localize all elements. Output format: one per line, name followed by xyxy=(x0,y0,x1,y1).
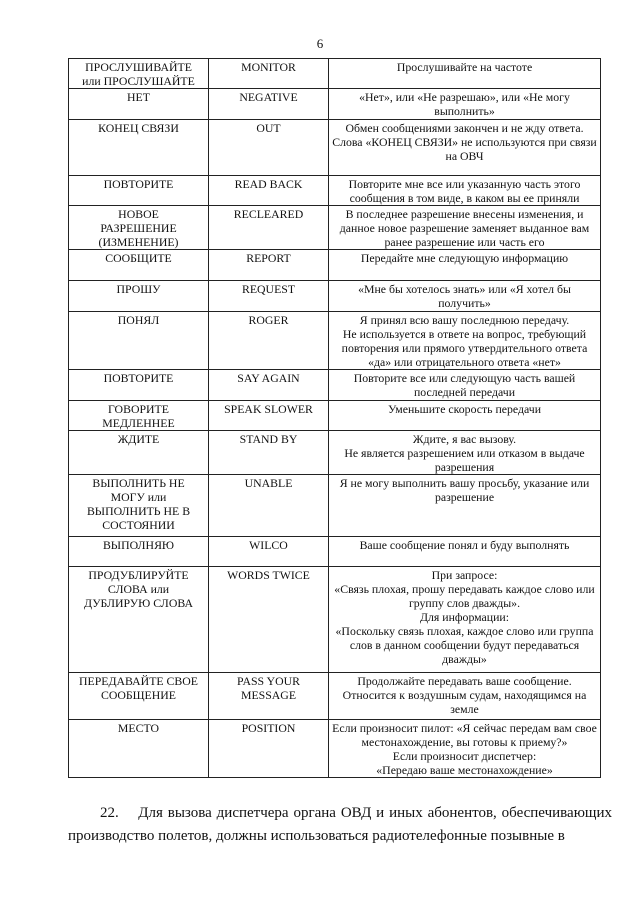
meaning-cell xyxy=(329,720,601,778)
phrase-en-cell xyxy=(209,120,329,176)
phrase-en-line: POSITION xyxy=(241,721,296,735)
phrase-ru-line: СЛОВА или xyxy=(107,582,170,596)
phrase-ru-line: ДУБЛИРУЮ СЛОВА xyxy=(84,596,193,610)
radiotelephony-phrases-table xyxy=(68,58,601,778)
phrase-ru-line: МЕСТО xyxy=(117,721,160,735)
phrase-ru-line: НОВОЕ xyxy=(118,207,159,221)
phrase-ru-cell xyxy=(69,312,209,370)
page-number: 6 xyxy=(316,36,324,51)
phrase-en-cell xyxy=(209,673,329,720)
phrase-ru-cell xyxy=(69,250,209,281)
phrase-en-line: READ BACK xyxy=(234,177,303,191)
meaning-cell xyxy=(329,673,601,720)
table-row xyxy=(69,120,601,176)
table-row xyxy=(69,312,601,370)
meaning-line: Передайте мне следующую информацию xyxy=(360,251,569,265)
phrase-en-cell xyxy=(209,401,329,431)
phrase-ru-cell xyxy=(69,720,209,778)
phrase-en-cell xyxy=(209,59,329,89)
phrase-ru-line: ПОВТОРИТЕ xyxy=(103,371,174,385)
phrase-ru-line: ВЫПОЛНЯЮ xyxy=(102,538,175,552)
meaning-line: Я не могу выполнить вашу просьбу, указание или разрешение xyxy=(339,476,590,504)
meaning-line: Прослушивайте на частоте xyxy=(396,60,533,74)
phrase-en-cell xyxy=(209,176,329,206)
phrase-ru-line: (ИЗМЕНЕНИЕ) xyxy=(98,235,179,249)
phrase-en-line: SAY AGAIN xyxy=(237,371,300,385)
meaning-cell xyxy=(329,206,601,250)
phrase-en-line: STAND BY xyxy=(239,432,298,446)
meaning-line: «Передаю ваше местонахождение» xyxy=(376,763,553,777)
table-row xyxy=(69,720,601,778)
phrase-en-line: MONITOR xyxy=(241,60,296,74)
meaning-line: В последнее разрешение внесены изменения, и данное новое разрешение заменяет выданное вам ранее разрешение или часть его xyxy=(339,207,590,249)
meaning-cell xyxy=(329,59,601,89)
phrase-ru-line: НЕТ xyxy=(127,90,150,104)
phrase-ru-line: ПОНЯЛ xyxy=(117,313,160,327)
meaning-line: Не является разрешением или отказом в выдаче разрешения xyxy=(344,446,585,474)
meaning-line: «Связь плохая, прошу передавать каждое слово или группу слов дважды». xyxy=(334,582,595,610)
phrase-en-line: RECLEARED xyxy=(233,207,304,221)
meaning-cell xyxy=(329,567,601,673)
phrase-en-cell xyxy=(209,567,329,673)
phrase-ru-line: МОГУ или xyxy=(110,490,167,504)
meaning-cell xyxy=(329,120,601,176)
meaning-cell xyxy=(329,176,601,206)
paragraph-text: Для вызова диспетчера органа ОВД и иных абонентов, обеспечивающих производство полетов, должны использоваться радиотелефонные позывные в xyxy=(68,805,612,844)
phrase-ru-cell xyxy=(69,206,209,250)
phrase-en-cell xyxy=(209,720,329,778)
meaning-cell xyxy=(329,401,601,431)
phrase-en-line: WORDS TWICE xyxy=(227,568,310,582)
phrase-ru-line: ВЫПОЛНИТЬ НЕ xyxy=(92,476,185,490)
meaning-cell xyxy=(329,250,601,281)
meaning-line: При запросе: xyxy=(431,568,498,582)
phrase-ru-line: ПОВТОРИТЕ xyxy=(103,177,174,191)
phrase-ru-line: СООБЩИТЕ xyxy=(105,251,172,265)
phrase-en-cell xyxy=(209,312,329,370)
phrase-en-cell xyxy=(209,537,329,567)
phrase-ru-line: СОСТОЯНИИ xyxy=(102,518,175,532)
phrase-ru-line: ПРОДУБЛИРУЙТЕ xyxy=(88,568,189,582)
phrase-en-line: WILCO xyxy=(249,538,288,552)
phrase-ru-cell xyxy=(69,120,209,176)
table-row xyxy=(69,206,601,250)
meaning-line: Повторите мне все или указанную часть этого сообщения в том виде, в каком вы ее приняли xyxy=(348,177,581,205)
meaning-cell xyxy=(329,312,601,370)
phrase-ru-cell xyxy=(69,59,209,89)
table-row xyxy=(69,59,601,89)
meaning-line: Не используется в ответе на вопрос, требующий повторения или прямого утвердительного ответа «да» или отрицательного ответа «нет» xyxy=(341,327,588,369)
meaning-cell xyxy=(329,89,601,120)
meaning-line: Повторите все или следующую часть вашей последней передачи xyxy=(353,371,576,399)
phrase-en-line: ROGER xyxy=(248,313,289,327)
phrase-ru-cell xyxy=(69,89,209,120)
phrase-en-cell xyxy=(209,281,329,312)
phrase-en-cell xyxy=(209,206,329,250)
table-row xyxy=(69,567,601,673)
phrase-ru-cell xyxy=(69,673,209,720)
meaning-cell xyxy=(329,475,601,537)
meaning-line: «Поскольку связь плохая, каждое слово или группа слов в данном сообщении будут передаваться дважды» xyxy=(335,624,594,666)
table-row xyxy=(69,281,601,312)
phrase-en-cell xyxy=(209,89,329,120)
phrase-en-line: UNABLE xyxy=(244,476,293,490)
meaning-line: Если произносит пилот: «Я сейчас передам вам свое местонахождение, вы готовы к приему?» xyxy=(332,721,597,749)
meaning-line: Относится к воздушным судам, находящимся на земле xyxy=(342,688,587,716)
phrase-en-line: NEGATIVE xyxy=(239,90,298,104)
phrase-ru-line: или ПРОСЛУШАЙТЕ xyxy=(82,74,195,88)
meaning-line: Для информации: xyxy=(419,610,510,624)
meaning-line: Ждите, я вас вызову. xyxy=(412,432,517,446)
table-row xyxy=(69,176,601,206)
phrase-ru-cell xyxy=(69,281,209,312)
table-row xyxy=(69,431,601,475)
phrase-ru-line: ПРОСЛУШИВАЙТЕ xyxy=(85,60,192,74)
phrase-en-cell xyxy=(209,431,329,475)
phrase-ru-line: РАЗРЕШЕНИЕ xyxy=(100,221,177,235)
phrase-en-line: SPEAK SLOWER xyxy=(224,402,313,416)
meaning-line: Продолжайте передавать ваше сообщение. xyxy=(357,674,572,688)
paragraph-number: 22. xyxy=(100,805,119,821)
phrase-ru-line: ВЫПОЛНИТЬ НЕ В xyxy=(86,504,191,518)
table-row xyxy=(69,250,601,281)
table-row xyxy=(69,370,601,401)
meaning-line: «Нет», или «Не разрешаю», или «Не могу выполнить» xyxy=(359,90,570,118)
phrase-ru-line: ЖДИТЕ xyxy=(117,432,160,446)
meaning-cell xyxy=(329,537,601,567)
phrase-ru-cell xyxy=(69,401,209,431)
phrase-ru-cell xyxy=(69,537,209,567)
phrase-ru-cell xyxy=(69,431,209,475)
meaning-line: Слова «КОНЕЦ СВЯЗИ» не используются при связи на ОВЧ xyxy=(332,135,597,163)
phrase-ru-line: СООБЩЕНИЕ xyxy=(100,688,177,702)
phrase-en-cell xyxy=(209,370,329,401)
phrase-en-line: PASS YOUR xyxy=(236,674,301,688)
meaning-line: Уменьшите скорость передачи xyxy=(387,402,542,416)
meaning-line: Я принял всю вашу последнюю передачу. xyxy=(359,313,570,327)
meaning-line: Ваше сообщение понял и буду выполнять xyxy=(359,538,570,552)
table-row xyxy=(69,401,601,431)
phrase-ru-line: ПЕРЕДАВАЙТЕ СВОЕ xyxy=(78,674,199,688)
phrase-ru-line: КОНЕЦ СВЯЗИ xyxy=(98,121,179,135)
phrase-ru-line: ГОВОРИТЕ xyxy=(108,402,169,416)
meaning-line: «Мне бы хотелось знать» или «Я хотел бы получить» xyxy=(358,282,571,310)
phrase-en-line: OUT xyxy=(256,121,281,135)
phrase-en-line: REQUEST xyxy=(241,282,296,296)
table-row xyxy=(69,673,601,720)
meaning-cell xyxy=(329,281,601,312)
table-body xyxy=(69,59,601,778)
meaning-line: Если произносит диспетчер: xyxy=(392,749,537,763)
table-row xyxy=(69,89,601,120)
phrase-en-cell xyxy=(209,475,329,537)
phrase-en-line: MESSAGE xyxy=(240,688,297,702)
phrase-en-cell xyxy=(209,250,329,281)
phrase-ru-cell xyxy=(69,567,209,673)
table-row xyxy=(69,537,601,567)
phrase-ru-cell xyxy=(69,475,209,537)
table-row xyxy=(69,475,601,537)
paragraph-22 xyxy=(68,802,612,848)
meaning-cell xyxy=(329,370,601,401)
meaning-line: Обмен сообщениями закончен и не жду ответа. xyxy=(345,121,584,135)
phrase-ru-line: МЕДЛЕННЕЕ xyxy=(102,416,175,430)
phrase-ru-line: ПРОШУ xyxy=(116,282,161,296)
phrase-ru-cell xyxy=(69,370,209,401)
phrase-en-line: REPORT xyxy=(246,251,291,265)
meaning-cell xyxy=(329,431,601,475)
phrase-ru-cell xyxy=(69,176,209,206)
